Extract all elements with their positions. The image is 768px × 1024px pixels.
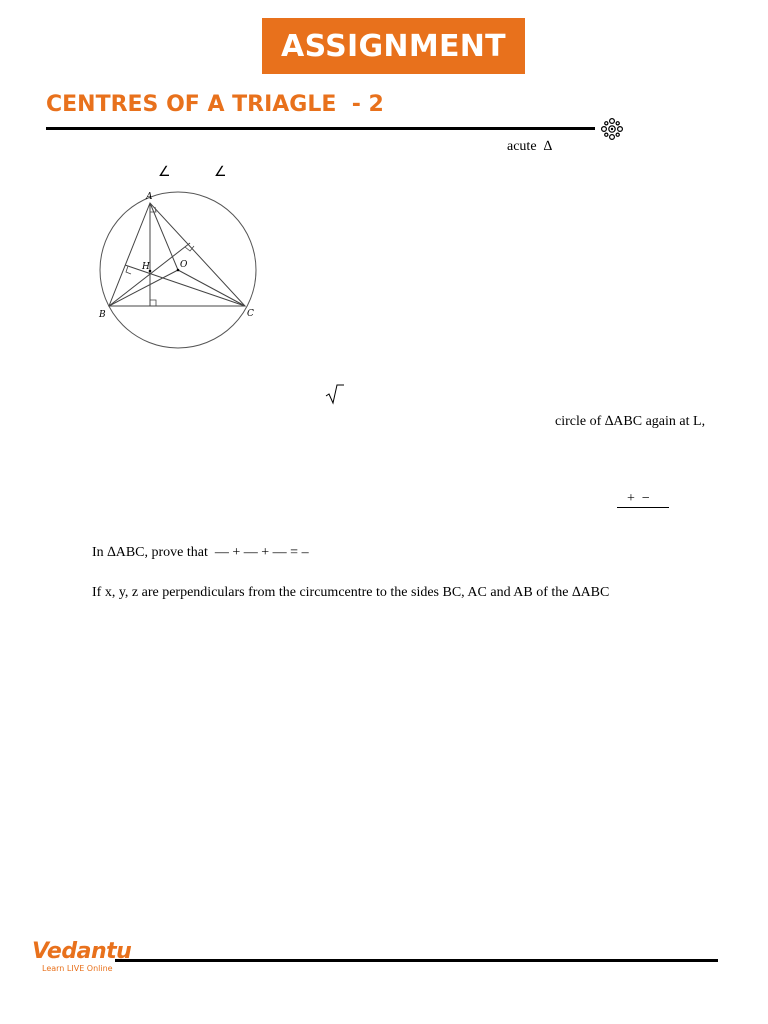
vertex-label-c: C — [247, 309, 254, 319]
point-label-h: H — [142, 262, 150, 272]
acute-triangle-text: acute ∆ — [507, 139, 553, 154]
assignment-banner — [262, 18, 525, 74]
banner-text: ASSIGNMENT — [281, 28, 506, 64]
vertex-label-a: A — [146, 192, 153, 202]
square-root-symbol — [325, 383, 345, 405]
plus-minus-text: + − — [627, 491, 650, 506]
title-divider — [46, 127, 595, 130]
point-label-o: O — [180, 260, 188, 270]
angle-symbol: ∠ — [214, 165, 227, 180]
angle-symbol: ∠ — [158, 165, 171, 180]
vedantu-logo — [32, 940, 131, 974]
circle-line-text: circle of ∆ABC again at L, — [555, 414, 706, 429]
ornament-icon — [600, 117, 624, 141]
perpendiculars-statement: If x, y, z are perpendiculars from the circumcentre to the sides BC, AC and AB of the ∆ABC — [92, 585, 610, 600]
fraction-bar — [617, 507, 669, 508]
vertex-label-b: B — [99, 310, 106, 320]
footer-divider — [115, 959, 718, 962]
triangle-figure — [90, 185, 270, 350]
logo-brand: Vedantu — [32, 939, 132, 964]
page-title: CENTRES OF A TRIAGLE - 2 — [46, 92, 384, 117]
prove-statement: In ∆ABC, prove that — + — + — = – — [92, 545, 309, 560]
logo-tagline: Learn LIVE Online — [42, 964, 113, 973]
